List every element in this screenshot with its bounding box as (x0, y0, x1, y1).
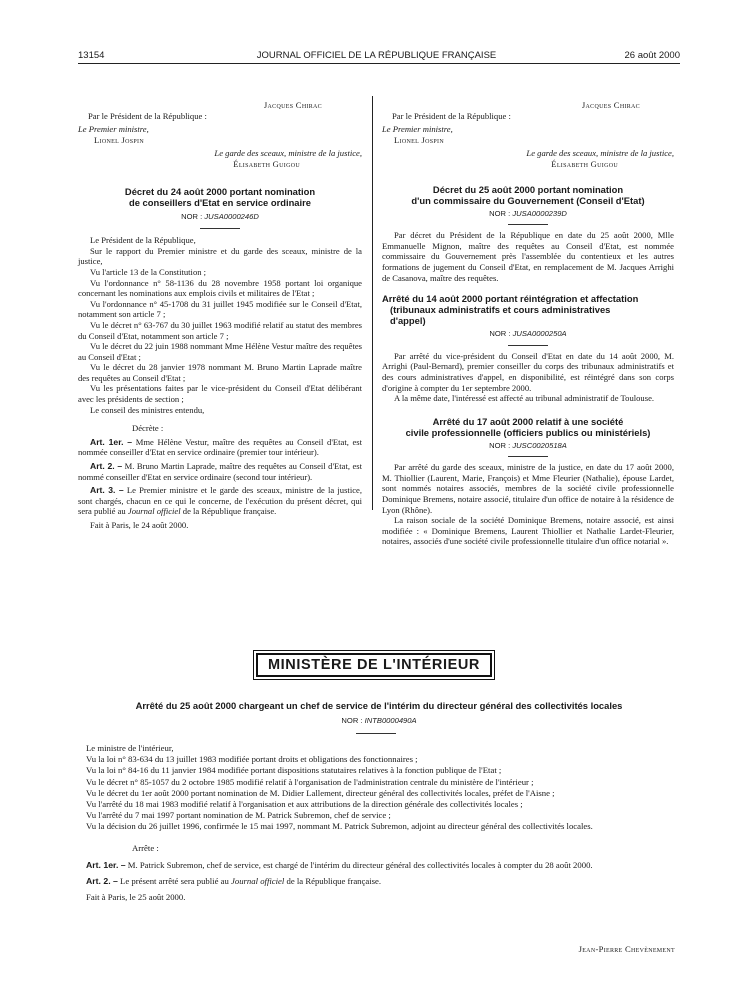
pm-name-2: Lionel Jospin (394, 134, 444, 145)
para-5: Vu l'ordonnance n° 45-1708 du 31 juillet 1945 modifiée sur le Conseil d'Etat, notamment son article 7 ; (78, 298, 362, 320)
para-6: Vu le décret n° 63-767 du 30 juillet 1963 modifié relatif au statut des membres du Conseil d'Etat, notamment son article 7 ; (78, 319, 362, 341)
m-article-2: Art. 2. – Le présent arrêté sera publié au Journal officiel de la République française. (86, 876, 382, 887)
para-1: Le Président de la République, (90, 235, 196, 246)
pm-role-2: Le Premier ministre, (382, 124, 453, 135)
arrete-2-title: Arrêté du 17 août 2000 relatif à une société civile professionnelle (officiers publics ou ministériels) (405, 415, 651, 438)
gds-name: Élisabeth Guigou (233, 158, 300, 169)
para-4: Vu l'ordonnance n° 58-1136 du 28 novembre 1958 portant loi organique concernant les nominations aux emplois civils et militaires de l'Etat ; (78, 277, 362, 299)
ministry-arrete-title: Arrêté du 25 août 2000 chargeant un chef de service de l'intérim du directeur général des collectivités locales (135, 700, 623, 711)
ministry-body (78, 743, 680, 903)
separator-4 (508, 456, 548, 457)
arrete-1-nor: NOR : JUSA0000250A (489, 329, 567, 339)
signature-president-2: Jacques Chirac (581, 100, 640, 110)
separator-3 (508, 345, 548, 346)
header-date: 26 août 2000 (624, 50, 680, 61)
m-arrete: Arrête : (132, 842, 159, 853)
header-rule (78, 63, 680, 64)
ministry-nor: NOR : INTB0000490A (341, 716, 417, 725)
gds-name-2: Élisabeth Guigou (551, 158, 618, 169)
ministry-signature: Jean-Pierre Chevènement (578, 944, 675, 954)
m-article-1: Art. 1er. – M. Patrick Subremon, chef de service, est chargé de l'intérim du directeur général des collectivités locales à compter du 28 août 2000. (86, 859, 593, 870)
m-para-8: Vu la décision du 26 juillet 1996, confirmée le 15 mai 1997, nommant M. Patrick Subremon, adjoint au directeur général des collectivités locales. (86, 821, 593, 832)
arrete-1-title: Arrêté du 14 août 2000 portant réintégration et affectation (tribunaux administratifs et cours administratives d'appel) (382, 293, 639, 327)
left-column (78, 100, 362, 531)
m-para-6: Vu l'arrêté du 18 mai 1983 modifié relatif à l'organisation et aux attributions de la direction générale des collectivités locales ; (86, 799, 523, 810)
fait-a-paris: Fait à Paris, le 24 août 2000. (90, 520, 189, 530)
decree-title: Décret du 24 août 2000 portant nomination de conseillers d'Etat en service ordinaire (124, 185, 316, 208)
para-3: Vu l'article 13 de la Constitution ; (90, 266, 207, 277)
article-3: Art. 3. – Le Premier ministre et le garde des sceaux, ministre de la justice, sont chargés, chacun en ce qui le concerne, de l'exécution du présent décret, qui sera publié au Journal officiel de la République française. (78, 485, 362, 517)
decree-2-nor: NOR : JUSA0000239D (489, 208, 567, 218)
para-8: Vu le décret du 28 janvier 1978 nommant M. Bruno Martin Laprade maître des requêtes au Conseil d'Etat ; (78, 362, 362, 383)
arrete-1-text-1: Par arrêté du vice-président du Conseil d'Etat en date du 14 août 2000, M. Arrighi (Paul-Bernard), premier conseiller du corps des tribunaux administratifs et des cours administratives d'appel, en disponibilité, est réintégré dans son corps d'origine à compter du 1er septembre 2000. (382, 350, 674, 393)
decrete: Décrète : (132, 423, 164, 434)
gds-role: Le garde des sceaux, ministre de la justice, (214, 148, 362, 159)
para-10: Le conseil des ministres entendu, (90, 404, 205, 415)
arrete-2-nor: NOR : JUSC0020518A (489, 440, 567, 450)
m-para-2: Vu la loi n° 83-634 du 13 juillet 1983 modifiée portant droits et obligations des fonctionnaires ; (86, 754, 418, 765)
m-para-5: Vu le décret du 1er août 2000 portant nomination de M. Didier Lallement, directeur général des collectivités locales, préfet de l'Aisne ; (86, 787, 555, 798)
article-1: Art. 1er. – Mme Hélène Vestur, maître des requêtes au Conseil d'Etat, est nommée conseiller d'Etat en service ordinaire (premier tour intérieur). (78, 436, 363, 458)
by-president: Par le Président de la République : (88, 110, 207, 121)
column-divider (372, 96, 373, 510)
m-para-7: Vu l'arrêté du 7 mai 1997 portant nomination de M. Patrick Subremon, chef de service ; (86, 810, 391, 821)
pm-role: Le Premier ministre, (78, 124, 149, 135)
arrete-2-text-2: La raison sociale de la société Dominique Bremens, notaire associé, est ainsi modifiée : « Dominique Bremens, Laurent Thiollier et Nathalie Lardet-Fleurier, notaires, associés d'une société civile professionnelle titulaire d'un office notarial ». (382, 515, 674, 547)
journal-title: JOURNAL OFFICIEL DE LA RÉPUBLIQUE FRANÇAISE (256, 50, 497, 61)
gds-role-2: Le garde des sceaux, ministre de la justice, (526, 148, 674, 159)
m-para-4: Vu le décret n° 85-1057 du 2 octobre 1985 modifié relatif à l'organisation de l'administration centrale du ministère de l'intérieur ; (86, 776, 534, 787)
article-2: Art. 2. – M. Bruno Martin Laprade, maître des requêtes au Conseil d'Etat, est nommé conseiller d'Etat en service ordinaire (second tour intérieur). (78, 461, 362, 482)
signature-president: Jacques Chirac (263, 100, 322, 110)
m-fait-a-paris: Fait à Paris, le 25 août 2000. (86, 892, 186, 903)
separator-2 (508, 224, 548, 225)
para-7: Vu le décret du 22 juin 1988 nommant Mme Hélène Vestur maître des requêtes au Conseil d'Etat ; (78, 341, 362, 362)
decree-2-title: Décret du 25 août 2000 portant nomination d'un commissaire du Gouvernement (Conseil d'Etat) (411, 183, 645, 206)
ministry-separator (356, 733, 396, 734)
arrete-2-text-1: Par arrêté du garde des sceaux, ministre de la justice, en date du 17 août 2000, M. Thiollier (Laurent, Marie, François) et Mme Fleurier (Nathalie), épouse Lardet, sont nommés notaires associés, membres de la société civile professionnelle Dominique Bremens, notaire associé, titulaire d'un office de notaire à la résidence de Lyon (Rhône). (382, 462, 674, 515)
by-president-2: Par le Président de la République : (392, 110, 511, 121)
decree-2-text: Par décret du Président de la République en date du 25 août 2000, Mlle Emmanuelle Mignon, maître des requêtes au Conseil d'Etat, est nommée commissaire du Gouvernement près l'assemblée du contentieux et les autres formations de jugement du Conseil d'Etat, en remplacement de M. Jacques Arrighi de Casanova, maître des requêtes. (382, 230, 674, 283)
page-number: 13154 (78, 50, 105, 61)
m-para-1: Le ministre de l'intérieur, (86, 743, 174, 753)
arrete-1-text-2: A la même date, l'intéressé est affecté au tribunal administratif de Toulouse. (394, 393, 655, 404)
m-para-3: Vu la loi n° 84-16 du 11 janvier 1984 modifiée portant dispositions statutaires relatives à la fonction publique de l'Etat ; (86, 765, 502, 776)
para-2: Sur le rapport du Premier ministre et du garde des sceaux, ministre de la justice, (78, 245, 362, 267)
separator (200, 228, 240, 229)
ministry-box: MINISTÈRE DE L'INTÉRIEUR (256, 653, 492, 677)
para-9: Vu les présentations faites par le vice-président du Conseil d'Etat délibérant avec les présidents de section ; (78, 383, 362, 405)
decree-nor: NOR : JUSA0000246D (181, 211, 259, 221)
pm-name: Lionel Jospin (94, 134, 144, 145)
right-column (382, 100, 674, 547)
